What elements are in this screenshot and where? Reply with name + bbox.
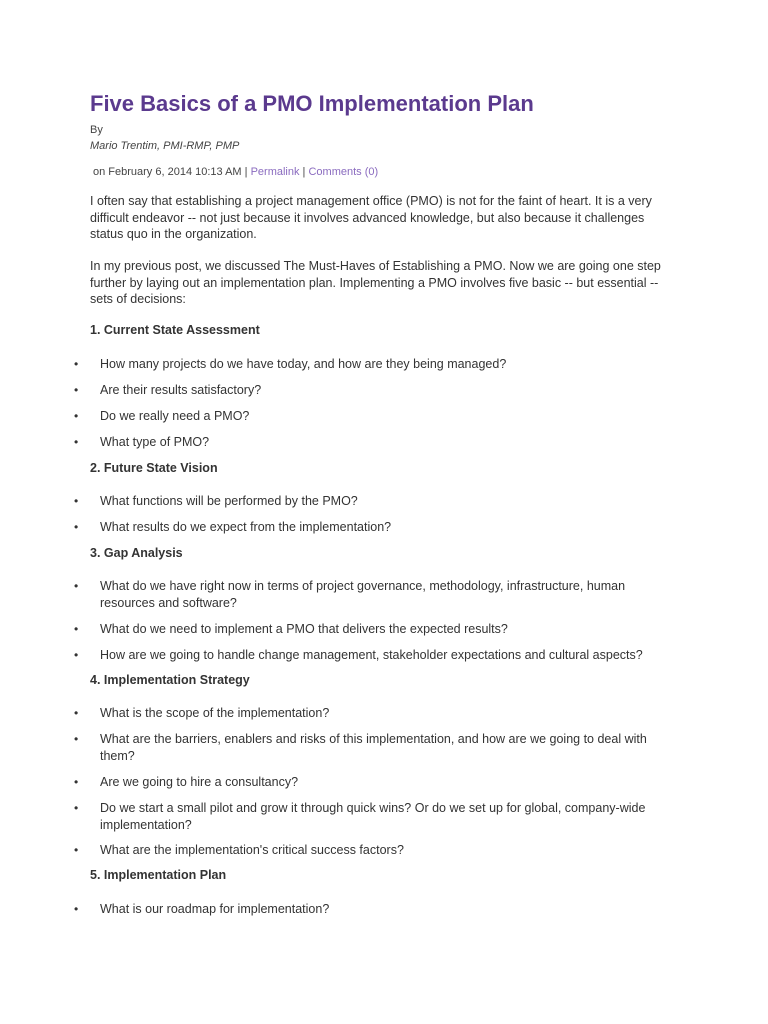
intro-paragraph: I often say that establishing a project management office (PMO) is not for the faint of heart. It is a very difficult endeavor -- not just because it involves advanced knowledge, but also because it challenges status quo in the organization. <box>90 194 652 241</box>
section-heading: 5. Implementation Plan <box>90 868 227 882</box>
section-heading: 3. Gap Analysis <box>90 546 183 560</box>
bullet-icon: • <box>74 409 79 423</box>
list-item-text: What are the barriers, enablers and risks of this implementation, and how are we going to deal with them? <box>100 732 647 763</box>
list-item-text: What is the scope of the implementation? <box>100 706 330 720</box>
bullet-icon: • <box>74 732 79 746</box>
bullet-icon: • <box>74 622 79 636</box>
article-title: Five Basics of a PMO Implementation Plan <box>90 91 534 116</box>
section-heading: 4. Implementation Strategy <box>90 673 250 687</box>
author-name[interactable]: Mario Trentim, PMI-RMP, PMP <box>90 140 240 152</box>
post-date: on February 6, 2014 10:13 AM <box>93 166 242 178</box>
bullet-icon: • <box>74 706 79 720</box>
bullet-icon: • <box>74 435 79 449</box>
list-item-text: What are the implementation's critical success factors? <box>100 843 404 857</box>
list-item-text: Are we going to hire a consultancy? <box>100 775 299 789</box>
post-meta <box>93 166 378 178</box>
list-item-text: What type of PMO? <box>100 435 210 449</box>
list-item-text: What functions will be performed by the PMO? <box>100 494 358 508</box>
comments-link[interactable]: Comments (0) <box>308 166 379 178</box>
list-item-text: How many projects do we have today, and how are they being managed? <box>100 357 507 371</box>
bullet-icon: • <box>74 520 79 534</box>
context-paragraph: In my previous post, we discussed The Must-Haves of Establishing a PMO. Now we are going one step further by laying out an implementation plan. Implementing a PMO involves five basic -- but essential -- sets of decisions: <box>90 259 661 306</box>
bullet-icon: • <box>74 648 79 662</box>
bullet-icon: • <box>74 383 79 397</box>
list-item-text: What do we need to implement a PMO that delivers the expected results? <box>100 622 508 636</box>
bullet-icon: • <box>74 843 79 857</box>
meta-separator: | <box>299 166 309 178</box>
bullet-icon: • <box>74 801 79 815</box>
byline-label: By <box>90 124 103 136</box>
section-heading: 1. Current State Assessment <box>90 323 260 337</box>
list-item-text: Are their results satisfactory? <box>100 383 262 397</box>
permalink-link[interactable]: Permalink <box>250 166 300 178</box>
bullet-icon: • <box>74 357 79 371</box>
bullet-icon: • <box>74 494 79 508</box>
bullet-icon: • <box>74 902 79 916</box>
list-item-text: Do we start a small pilot and grow it through quick wins? Or do we set up for global, company-wide implementation? <box>100 801 646 832</box>
list-item-text: How are we going to handle change management, stakeholder expectations and cultural aspects? <box>100 648 643 662</box>
meta-separator: | <box>241 166 251 178</box>
list-item-text: Do we really need a PMO? <box>100 409 250 423</box>
list-item-text: What results do we expect from the implementation? <box>100 520 392 534</box>
bullet-icon: • <box>74 775 79 789</box>
list-item-text: What is our roadmap for implementation? <box>100 902 330 916</box>
section-heading: 2. Future State Vision <box>90 461 218 475</box>
list-item-text: What do we have right now in terms of project governance, methodology, infrastructure, human resources and software? <box>100 579 626 610</box>
bullet-icon: • <box>74 579 79 593</box>
